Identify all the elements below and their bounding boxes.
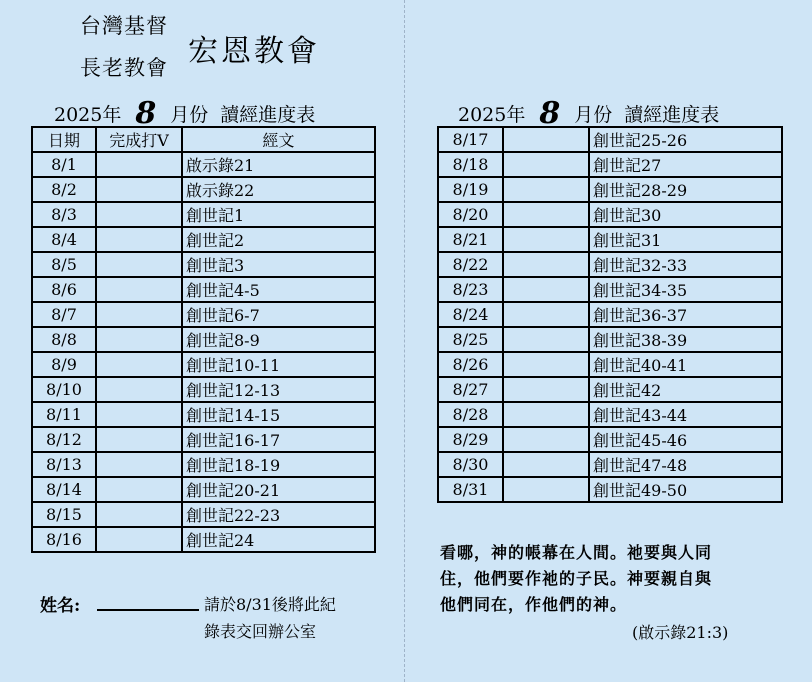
row-date: 8/28 [438, 402, 503, 427]
row-date: 8/1 [32, 152, 96, 177]
church-affiliation-line1: 台灣基督 [80, 14, 168, 38]
row-date: 8/19 [438, 177, 503, 202]
row-check-cell[interactable] [96, 177, 182, 202]
heading-year: 2025年 [458, 104, 526, 126]
row-date: 8/22 [438, 252, 503, 277]
row-check-cell[interactable] [96, 277, 182, 302]
row-date: 8/4 [32, 227, 96, 252]
row-passage: 創世記47-48 [589, 452, 782, 477]
table-row [438, 477, 782, 502]
row-check-cell[interactable] [96, 502, 182, 527]
table-row [438, 227, 782, 252]
row-date: 8/15 [32, 502, 96, 527]
row-check-cell[interactable] [96, 452, 182, 477]
heading-title: 讀經進度表 [220, 104, 316, 126]
row-passage: 創世記31 [589, 227, 782, 252]
row-check-cell[interactable] [96, 327, 182, 352]
row-passage: 創世記38-39 [589, 327, 782, 352]
table-row [438, 152, 782, 177]
row-check-cell[interactable] [503, 127, 589, 152]
row-passage: 創世記2 [182, 227, 375, 252]
row-passage: 創世記3 [182, 252, 375, 277]
row-passage: 創世記14-15 [182, 402, 375, 427]
heading-month: 8 [135, 96, 157, 131]
table-row [32, 427, 375, 452]
row-passage: 創世記36-37 [589, 302, 782, 327]
row-date: 8/17 [438, 127, 503, 152]
table-row [32, 277, 375, 302]
row-passage: 創世記22-23 [182, 502, 375, 527]
verse-line: 住，他們要作祂的子民。神要親自與 [440, 569, 713, 588]
row-passage: 創世記45-46 [589, 427, 782, 452]
row-check-cell[interactable] [503, 402, 589, 427]
row-date: 8/21 [438, 227, 503, 252]
return-note-line2: 錄表交回辦公室 [204, 622, 317, 641]
row-date: 8/27 [438, 377, 503, 402]
table-row [32, 527, 375, 552]
verse-line: 他們同在，作他們的神。 [440, 595, 628, 614]
row-date: 8/8 [32, 327, 96, 352]
row-passage: 創世記20-21 [182, 477, 375, 502]
heading-title: 讀經進度表 [624, 104, 720, 126]
row-check-cell[interactable] [503, 252, 589, 277]
row-check-cell[interactable] [96, 477, 182, 502]
name-label: 姓名: [40, 596, 81, 616]
row-passage: 創世記34-35 [589, 277, 782, 302]
row-check-cell[interactable] [96, 402, 182, 427]
heading-month-unit: 月份 [574, 104, 613, 126]
table-row [438, 252, 782, 277]
row-passage: 創世記27 [589, 152, 782, 177]
table-row [32, 152, 375, 177]
row-passage: 啟示錄21 [182, 152, 375, 177]
church-affiliation-line2: 長老教會 [80, 56, 168, 80]
row-check-cell[interactable] [503, 302, 589, 327]
row-passage: 創世記24 [182, 527, 375, 552]
table-row [32, 502, 375, 527]
row-check-cell[interactable] [503, 452, 589, 477]
row-passage: 創世記43-44 [589, 402, 782, 427]
row-passage: 創世記10-11 [182, 352, 375, 377]
header-passage: 經文 [182, 127, 375, 152]
row-date: 8/14 [32, 477, 96, 502]
row-date: 8/18 [438, 152, 503, 177]
table-row [438, 452, 782, 477]
row-check-cell[interactable] [503, 327, 589, 352]
header-date: 日期 [32, 127, 96, 152]
row-date: 8/25 [438, 327, 503, 352]
return-note-line1: 請於8/31後將此紀 [204, 595, 336, 614]
row-check-cell[interactable] [503, 202, 589, 227]
row-passage: 創世記28-29 [589, 177, 782, 202]
row-passage: 創世記6-7 [182, 302, 375, 327]
row-passage: 創世記16-17 [182, 427, 375, 452]
table-row [32, 327, 375, 352]
heading-year: 2025年 [54, 104, 122, 126]
row-check-cell[interactable] [503, 427, 589, 452]
row-check-cell[interactable] [96, 227, 182, 252]
fold-line [404, 0, 405, 682]
row-date: 8/12 [32, 427, 96, 452]
table-row [438, 327, 782, 352]
table-row [438, 302, 782, 327]
name-field-line[interactable] [97, 609, 199, 611]
row-date: 8/10 [32, 377, 96, 402]
row-date: 8/30 [438, 452, 503, 477]
row-check-cell[interactable] [503, 477, 589, 502]
reading-schedule-table-left [31, 126, 376, 553]
row-check-cell[interactable] [503, 227, 589, 252]
row-date: 8/23 [438, 277, 503, 302]
row-passage: 創世記18-19 [182, 452, 375, 477]
table-row [438, 377, 782, 402]
row-date: 8/20 [438, 202, 503, 227]
table-row [32, 177, 375, 202]
bible-verse [440, 540, 785, 618]
table-row [32, 252, 375, 277]
table-row [438, 352, 782, 377]
row-passage: 創世記25-26 [589, 127, 782, 152]
row-date: 8/16 [32, 527, 96, 552]
row-date: 8/9 [32, 352, 96, 377]
row-check-cell[interactable] [503, 352, 589, 377]
reading-schedule-table-right [437, 126, 783, 503]
row-date: 8/29 [438, 427, 503, 452]
row-check-cell[interactable] [96, 527, 182, 552]
row-date: 8/2 [32, 177, 96, 202]
row-passage: 創世記30 [589, 202, 782, 227]
row-date: 8/3 [32, 202, 96, 227]
table-row [32, 452, 375, 477]
table-row [32, 227, 375, 252]
row-date: 8/13 [32, 452, 96, 477]
schedule-heading-right [458, 94, 719, 129]
row-passage: 創世記40-41 [589, 352, 782, 377]
row-check-cell[interactable] [503, 377, 589, 402]
row-date: 8/31 [438, 477, 503, 502]
row-check-cell[interactable] [503, 152, 589, 177]
row-check-cell[interactable] [503, 277, 589, 302]
row-passage: 創世記8-9 [182, 327, 375, 352]
row-passage: 創世記42 [589, 377, 782, 402]
row-passage: 創世記32-33 [589, 252, 782, 277]
row-check-cell[interactable] [96, 202, 182, 227]
row-date: 8/24 [438, 302, 503, 327]
church-name: 宏恩教會 [188, 34, 320, 69]
table-row [32, 402, 375, 427]
heading-month: 8 [539, 96, 561, 131]
row-date: 8/7 [32, 302, 96, 327]
heading-month-unit: 月份 [170, 104, 209, 126]
table-row [438, 177, 782, 202]
table-row [32, 302, 375, 327]
row-check-cell[interactable] [96, 152, 182, 177]
header-check: 完成打V [96, 127, 182, 152]
table-header-row [32, 127, 375, 152]
row-passage: 創世記1 [182, 202, 375, 227]
table-row [32, 202, 375, 227]
row-date: 8/11 [32, 402, 96, 427]
table-row [438, 127, 782, 152]
schedule-heading-left [54, 94, 315, 129]
row-check-cell[interactable] [96, 377, 182, 402]
row-check-cell[interactable] [96, 352, 182, 377]
row-check-cell[interactable] [96, 252, 182, 277]
row-date: 8/26 [438, 352, 503, 377]
table-row [32, 377, 375, 402]
table-row [438, 427, 782, 452]
row-passage: 創世記12-13 [182, 377, 375, 402]
row-passage: 創世記49-50 [589, 477, 782, 502]
table-row [438, 202, 782, 227]
row-check-cell[interactable] [96, 427, 182, 452]
row-passage: 啟示錄22 [182, 177, 375, 202]
verse-line: 看哪，神的帳幕在人間。祂要與人同 [440, 543, 713, 562]
row-passage: 創世記4-5 [182, 277, 375, 302]
table-row [438, 402, 782, 427]
row-date: 8/6 [32, 277, 96, 302]
table-row [32, 352, 375, 377]
row-check-cell[interactable] [503, 177, 589, 202]
row-check-cell[interactable] [96, 302, 182, 327]
table-row [32, 477, 375, 502]
verse-reference: (啟示錄21:3) [632, 623, 729, 642]
row-date: 8/5 [32, 252, 96, 277]
table-row [438, 277, 782, 302]
